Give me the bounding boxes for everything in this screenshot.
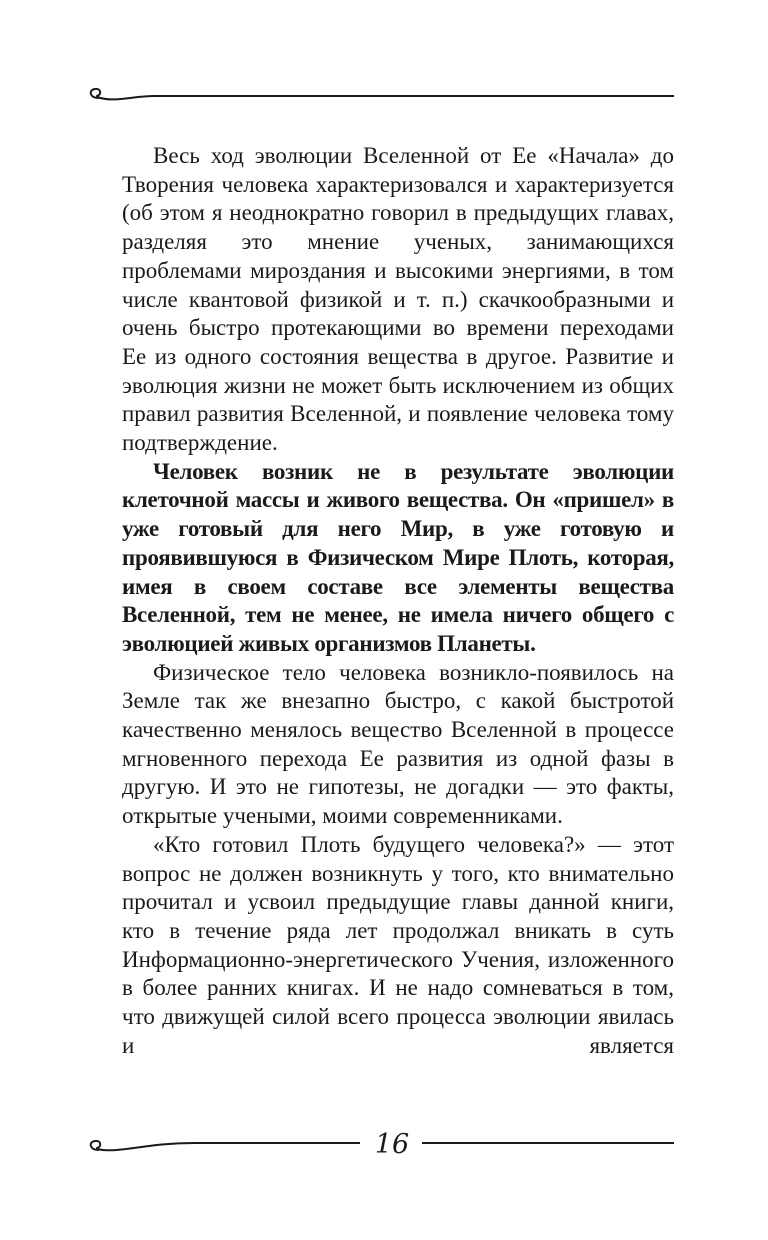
header-ornament-rule	[84, 84, 676, 108]
paragraph-2-emphasis: Человек возник не в результате эволюции клеточной массы и живого вещества. Он «пришел» в уже готовый для него Мир, в уже готовую и проявившуюся в Физическом Мире Плоть, которая, имея в своем составе все элементы вещества Вселенной, тем не менее, не имела ничего общего с эволюцией живых организмов Планеты.	[122, 458, 674, 656]
paragraph-3: Физическое тело человека возникло-появилось на Земле так же внезапно быстро, с какой быстротой качественно менялось вещество Вселенной в процессе мгновенного перехода Ее развития из одной фазы в другую. И это не гипотезы, не догадки — это факты, открытые учеными, моими современниками.	[122, 659, 674, 829]
header-swirl-icon	[91, 89, 154, 100]
footer-swirl-icon	[91, 1141, 194, 1150]
page-body-text	[122, 142, 674, 1061]
paragraph-1: Весь ход эволюции Вселенной от Ее «Начала» до Творения человека характеризовался и характеризуется (об этом я неоднократно говорил в предыдущих главах, разделяя это мнение ученых, занимающихся проблемами мироздания и высокими энергиями, в том числе квантовой физикой и т. п.) скачкообразными и очень быстро протекающими во времени переходами Ее из одного состояния вещества в другое. Развитие и эволюция жизни не может быть исключением из общих правил развития Вселенной, и появление человека тому подтверждение.	[122, 143, 674, 456]
page-number: 16	[374, 1129, 410, 1160]
paragraph-4: «Кто готовил Плоть будущего человека?» — этот вопрос не должен возникнуть у того, кто внимательно прочитал и усвоил предыдущие главы данной книги, кто в течение ряда лет продолжал вникать в суть Информационно-энергетического Учения, изложенного в более ранних книгах. И не надо сомневаться в том, что движущей силой всего процесса эволюции явилась и является	[122, 831, 674, 1058]
